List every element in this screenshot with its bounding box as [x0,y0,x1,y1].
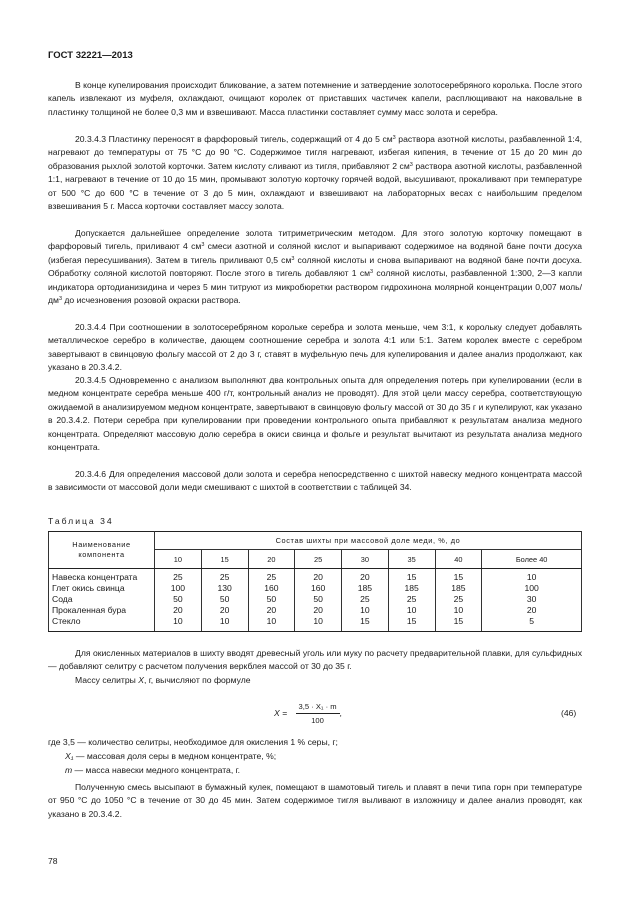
table-cell: 10 [526,572,537,582]
table-cell: 5 [529,616,535,626]
superscript: 3 [409,161,413,168]
text-run: раствора азотной кислоты, разбавленной 1:1, нагревают в течение от 10 до 15 мин, промывают золотую корточку горячей водой, высушивают, прокаливают при температуре от 500 °С до 600 °С в течение от 3 до 5 мин, охлаждают и взвешивают на лабораторных весах с наибольшим пределом взвешивания 5 г. Масса корточки составляет массу золота. [48,160,582,212]
table-cell: 25 [173,572,183,582]
variable: X [138,675,144,685]
text-run: — массовая доля серы в медном концентрате, %; [73,751,277,761]
column-header: Более 40 [482,550,582,569]
paragraph-oxidized-materials: Для окисленных материалов в шихту вводят древесный уголь или муку по расчету предварительной плавки, для сульфидных — добавляют селитру с расчетом получения веркблея массой от 30 до 35 г. [48,648,582,672]
text-run: соляной кислоты, разбавленной 1:300, 2—3 капли индикатора ортодианизидина и через 5 мин титруют из микробюретки раствором гидрохинона молярной концентрации 0,007 моль/дм [48,268,582,306]
values-column [482,569,582,632]
column-header: 30 [342,550,389,569]
table-cell: 25 [406,594,417,604]
superscript: 3 [370,269,374,276]
table-cell: 50 [173,594,183,604]
values-column [248,569,295,632]
table-caption: Таблица 34 [48,516,114,526]
table-cell: 25 [453,594,464,604]
formula-tail: , [339,707,342,718]
table-cell: 20 [526,605,537,615]
table-cell: 100 [170,583,186,593]
table-cell: 10 [313,616,323,626]
table-cell: 160 [310,583,326,593]
legend-symbol: m [65,765,73,775]
table-cell: 15 [406,572,417,582]
text-run: до исчезновения розовой окраски раствора. [62,295,241,306]
text-run: 20.3.4.3 Пластинку переносят в фарфоровый тигель, содержащий от 4 до 5 см [75,134,393,144]
column-header: 25 [295,550,342,569]
component-names-cell [49,569,155,632]
table-cell: 15 [406,616,417,626]
superscript: 3 [58,296,62,303]
paragraph-cupellation: В конце купелирования происходит бликование, а затем потемнение и затвердение золотосеребряного королька. После этого капель извлекают из муфеля, охлаждают, очищают королек от приставших частичек капели, расплющивают на наковальне в пластинку толщиной не более 0,3 мм и взвешивают. Масса пластинки составляет сумму масс золота и серебра. [48,80,582,117]
paragraph-titrimetric [48,227,582,307]
charge-composition-table [48,531,582,632]
column-header: 15 [201,550,248,569]
formula-lhs: X = [274,707,288,718]
paragraph-20-3-4-4: 20.3.4.4 При соотношении в золотосеребряном корольке серебра и золота меньше, чем 3:1, к корольку следует добавлять металлическое серебро в количестве, дающем соотношение серебра и золота 4:1 или 5:1. Затем королек вместе с серебром завертывают в свинцовую фольгу массой от 2 до 3 г, ставят в муфельную печь для купелирования и далее анализ продолжают, как указано в 20.3.4.2. [48,322,582,373]
table-cell: 130 [217,583,232,593]
column-header-component: Наименование компонента [49,532,155,569]
column-header: 40 [435,550,482,569]
formula-numerator: 3,5 · X₁ · m [296,702,340,714]
table-cell: 20 [313,572,323,582]
values-column [295,569,342,632]
table-cell: 160 [264,583,279,593]
legend-symbol: X₁ [65,751,74,761]
table-cell: 10 [360,605,370,615]
table-cell: 10 [266,616,277,626]
table-cell: 15 [453,572,464,582]
paragraph-melting: Полученную смесь высыпают в бумажный кулек, помещают в шамотовый тигель и плавят в печи типа горн при температуре от 950 °С до 1050 °С в течение от 30 до 45 мин. Затем содержимое тигля выливают в изложницу и далее анализ проводят, как указано в 20.3.4.2. [48,782,582,819]
values-column [201,569,248,632]
table-cell: 10 [406,605,417,615]
table-cell: 10 [453,605,464,615]
component-name: Глет окись свинца [52,583,125,593]
paragraph-20-3-4-3 [48,133,582,213]
legend-line [65,764,240,777]
column-header: 10 [155,550,202,569]
table-cell: 10 [173,616,183,626]
values-column [342,569,389,632]
formula-46 [274,702,342,725]
table-cell: 10 [219,616,230,626]
table-cell: 15 [360,616,370,626]
table-cell: 25 [360,594,370,604]
table-cell: 50 [266,594,277,604]
values-column [155,569,202,632]
text-run: , г, вычисляют по формуле [143,675,251,685]
table-cell: 20 [313,605,323,615]
table-cell: 185 [404,583,419,593]
column-header: 35 [388,550,435,569]
document-header: ГОСТ 32221—2013 [48,50,133,61]
superscript: 3 [201,242,205,249]
component-name: Стекло [52,616,81,626]
formula-denominator: 100 [311,716,324,725]
table-cell: 25 [219,572,230,582]
table-cell: 15 [453,616,464,626]
table-cell: 50 [219,594,230,604]
text-run: смеси азотной и соляной кислот и выпаривают содержимое на водяной бане почти досуха (избегая пересушивания). Затем в тигель приливают 0,5 см [48,241,582,265]
table-cell: 20 [266,605,277,615]
text-run: соляной кислоты и снова выпаривают на водяной бане почти досуха. Обработку соляной кислотой повторяют. После этого в тигель добавляют 1 см [48,254,582,279]
text-run: — масса навески медного концентрата, г. [72,765,241,775]
values-column [435,569,482,632]
table-cell: 50 [313,594,323,604]
table-cell: 30 [526,594,537,604]
text-run: Допускается дальнейшее определение золота титриметрическим методом. Для этого золотую корточку помещают в фарфоровый тигель, приливают 4 см [48,228,582,252]
paragraph-20-3-4-5: 20.3.4.5 Одновременно с анализом выполняют два контрольных опыта для определения потерь при купелировании (если в медном концентрате серебра меньше 400 г/т, контрольный анализ не проводят). Для этой цели массу серебра, соответствующую ожидаемой в анализируемом медном концентрате, завертывают в свинцовую фольгу массой от 30 до 35 г и купелируют, как указано в 20.3.4.2. Потери серебра при купелировании при проведении контрольного опыта прибавляют к результатам анализа медного концентрата. Определяют массовую долю серебра в окиси свинца и фольге и результат вычитают из результата анализа медного концентрата. [48,375,582,453]
component-name: Навеска концентрата [52,572,138,582]
table-cell: 20 [360,572,370,582]
table-cell: 100 [524,583,539,593]
paragraph-formula-intro [48,674,582,687]
column-header: 20 [248,550,295,569]
table-cell: 185 [451,583,466,593]
paragraph-20-3-4-6: 20.3.4.6 Для определения массовой доли золота и серебра непосредственно с шихтой навеску медного концентрата массой в зависимости от массовой доли меди смешивают с шихтой в соответствии с таблицей 34. [48,469,582,493]
values-column [388,569,435,632]
component-name: Сода [52,594,73,604]
table-cell: 20 [173,605,183,615]
superscript: 3 [291,255,295,262]
legend-line: где 3,5 — количество селитры, необходимое для окисления 1 % серы, г; [48,737,338,747]
table-cell: 25 [266,572,277,582]
column-group-header: Состав шихты при массовой доле меди, %, до [155,532,582,550]
component-name: Прокаленная бура [52,605,127,615]
text-run: Массу селитры [75,675,139,685]
formula-fraction [296,702,340,725]
superscript: 3 [392,135,396,141]
table-cell: 20 [219,605,230,615]
equation-number: (46) [561,708,577,718]
legend-line [65,750,276,763]
page-number: 78 [48,856,58,866]
text-run: раствора азотной кислоты, разбавленной 1:4, нагревают до температуры от 75 °С до 90 °С. Содержимое тигля нагревают, избегая кипения, в течение от 15 до 20 мин до образования рыхлой золотой корточки. Затем кислоту сливают из тигля, прибавляют 2 см [48,134,582,171]
table-cell: 185 [357,583,373,593]
